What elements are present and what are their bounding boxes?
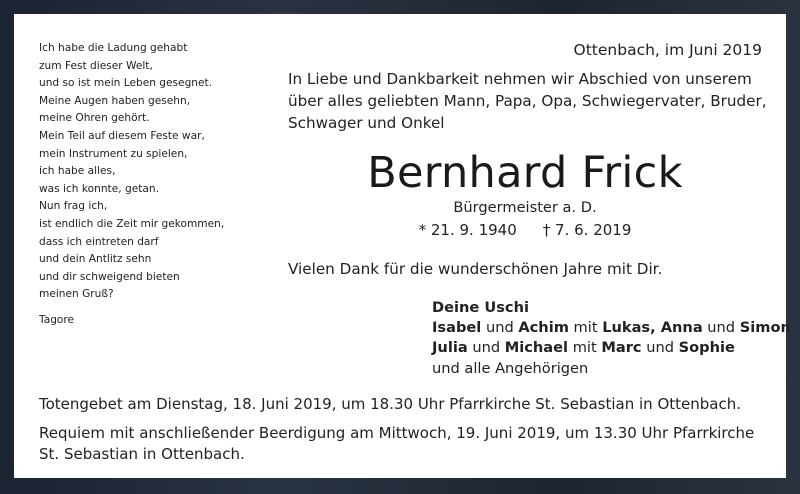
poem-line: Ich habe die Ladung gehabt <box>39 42 188 54</box>
connector-text: und <box>467 339 505 357</box>
poem <box>39 40 254 304</box>
family-name: Marc <box>601 339 642 357</box>
family-signatures <box>432 298 791 379</box>
family-name: Michael <box>504 339 569 357</box>
connector-text: und <box>641 339 679 357</box>
deceased-title: Bürgermeister a. D. <box>453 199 597 216</box>
connector-text: und <box>481 319 519 337</box>
poem-line: Mein Teil auf diesem Feste war, <box>39 129 205 142</box>
birth-date: * 21. 9. 1940 <box>418 221 517 239</box>
connector-text: mit <box>568 319 603 337</box>
poem-line: und so ist mein Leben gesegnet. <box>39 77 213 90</box>
poem-line: Meine Augen haben gesehn, <box>39 94 191 107</box>
connector-text: und <box>702 319 740 337</box>
family-name: Isabel <box>432 319 482 337</box>
deceased-name: Bernhard Frick <box>367 148 683 198</box>
poem-line: Nun frag ich, <box>39 200 108 213</box>
poem-line: was ich konnte, getan. <box>39 182 159 195</box>
life-dates <box>288 221 762 239</box>
prayer-notice: Totengebet am Dienstag, 18. Juni 2019, um 18.30 Uhr Pfarrkirche St. Sebastian in Ottenbach. <box>39 395 741 413</box>
poem-line: zum Fest dieser Welt, <box>39 59 153 72</box>
intro-line: Schwager und Onkel <box>288 114 445 132</box>
intro-line: über alles geliebten Mann, Papa, Opa, Schwiegervater, Bruder, <box>288 92 767 110</box>
poem-line: ich habe alles, <box>39 165 116 178</box>
poem-line: meinen Gruß? <box>39 288 114 301</box>
family-name: Deine Uschi <box>432 299 529 316</box>
thanks-line: Vielen Dank für die wunderschönen Jahre mit Dir. <box>288 260 663 278</box>
relatives-line: und alle Angehörigen <box>432 359 589 377</box>
place-date: Ottenbach, im Juni 2019 <box>573 41 762 59</box>
family-name: Julia <box>432 339 468 357</box>
family-name: Lukas, Anna <box>602 319 703 337</box>
poem-author: Tagore <box>39 314 75 326</box>
poem-line: ist endlich die Zeit mir gekommen, <box>39 217 225 230</box>
connector-text: mit <box>568 339 602 357</box>
family-name: Sophie <box>678 339 735 357</box>
requiem-notice-line: St. Sebastian in Ottenbach. <box>39 445 245 463</box>
intro-line: In Liebe und Dankbarkeit nehmen wir Abschied von unserem <box>288 70 752 88</box>
obituary-card <box>14 14 791 478</box>
family-name: Simon <box>739 319 791 337</box>
requiem-notice-line: Requiem mit anschließender Beerdigung am Mittwoch, 19. Juni 2019, um 13.30 Uhr Pfarrkirche <box>39 424 755 442</box>
poem-line: und dein Antlitz sehn <box>39 253 152 266</box>
funeral-info <box>39 394 761 465</box>
poem-line: meine Ohren gehört. <box>39 112 150 125</box>
intro-text <box>288 68 767 134</box>
death-date: † 7. 6. 2019 <box>542 221 632 239</box>
poem-line: und dir schweigend bieten <box>39 270 180 283</box>
poem-line: dass ich eintreten darf <box>39 235 159 248</box>
poem-line: mein Instrument zu spielen, <box>39 147 188 160</box>
family-name: Achim <box>518 319 569 337</box>
